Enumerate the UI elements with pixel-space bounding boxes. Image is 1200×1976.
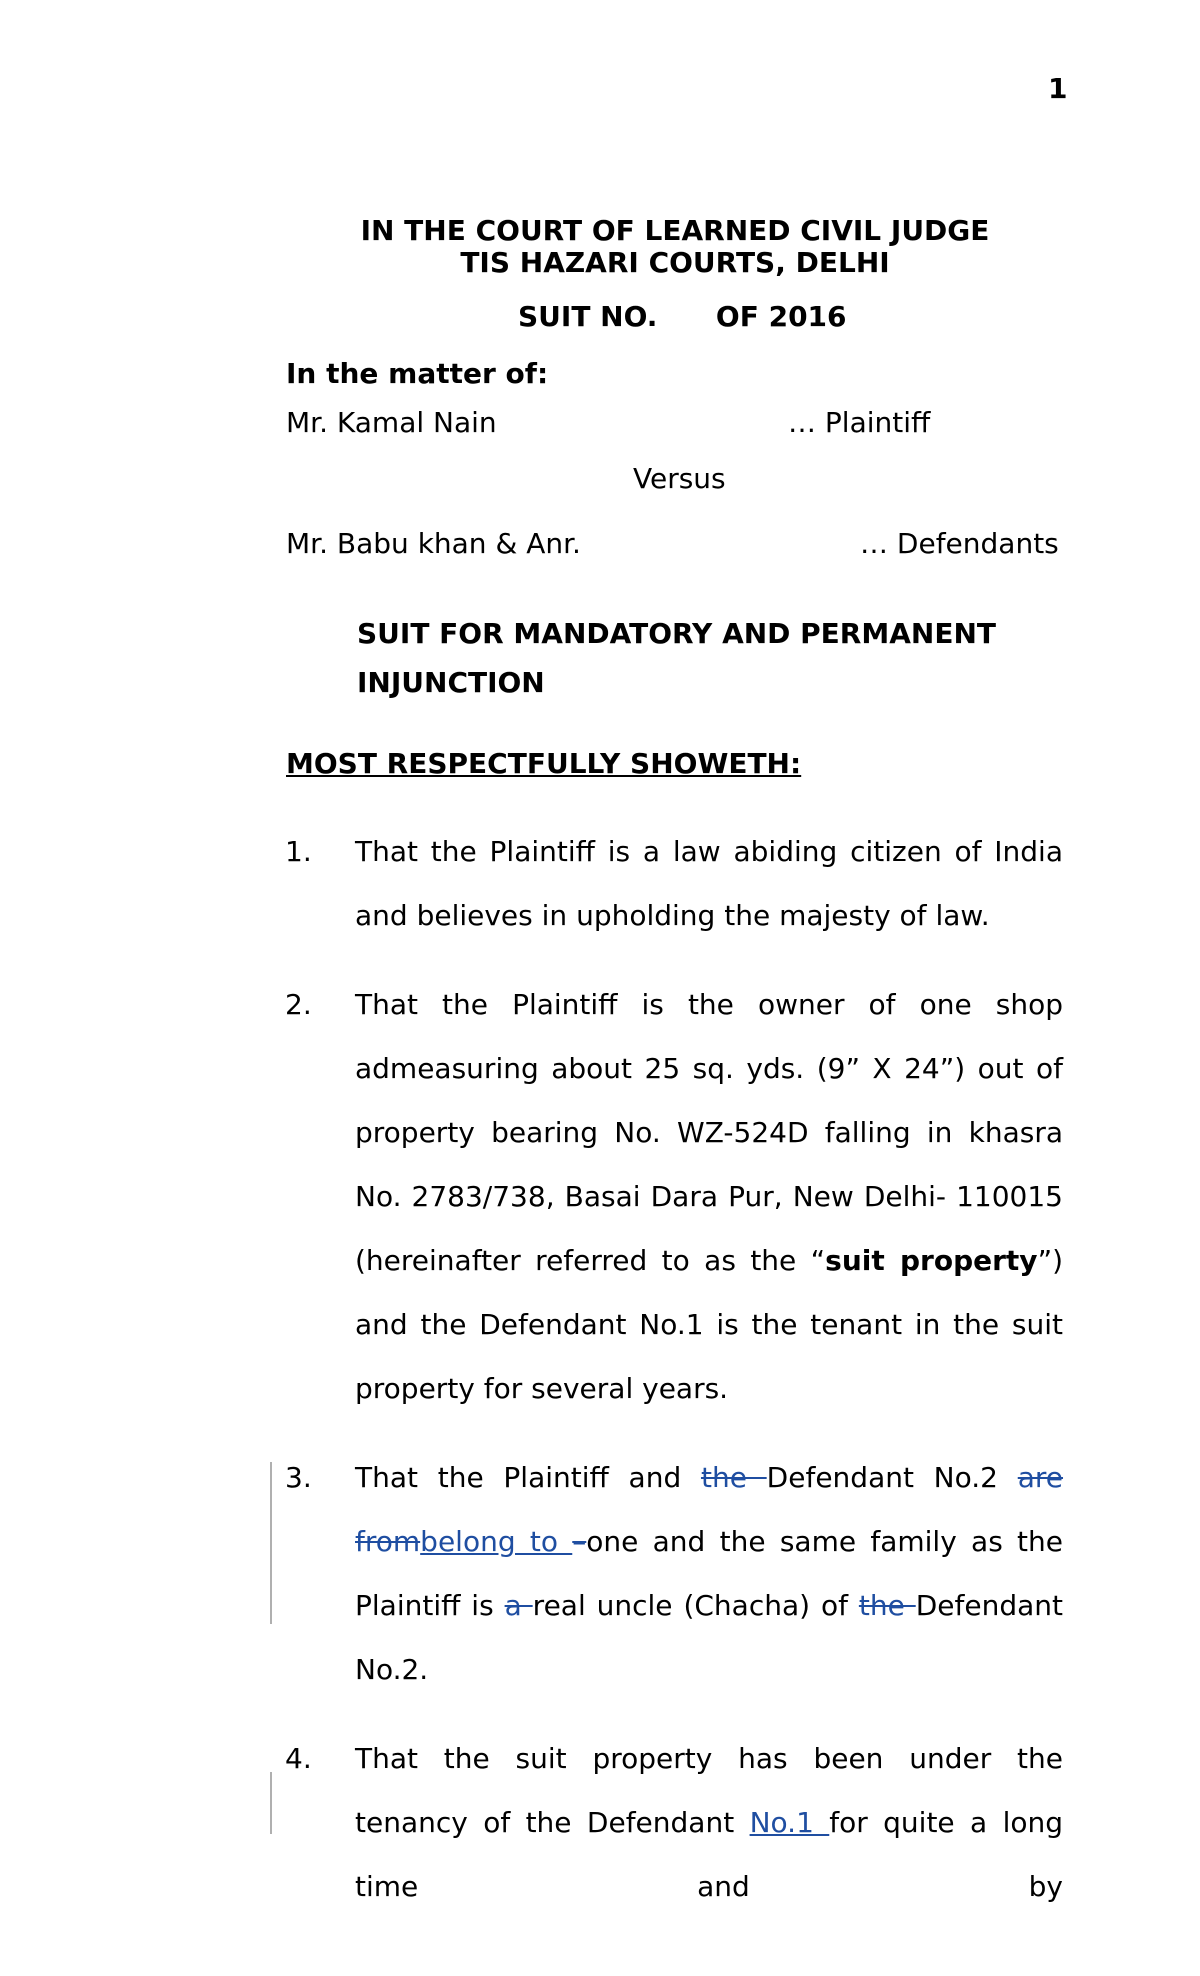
versus-label: Versus <box>633 462 726 495</box>
suit-title-line-1: SUIT FOR MANDATORY AND PERMANENT <box>357 617 996 650</box>
para-3-run: one and the same family as the Plaintiff is <box>355 1525 1064 1622</box>
showeth-heading: MOST RESPECTFULLY SHOWETH: <box>286 747 802 780</box>
court-location: TIS HAZARI COURTS, DELHI <box>460 246 890 279</box>
deleted-text: – <box>572 1525 587 1558</box>
inserted-text: No.1 <box>749 1806 830 1839</box>
change-bar <box>270 1772 272 1834</box>
defendant-role: … Defendants <box>860 527 1059 560</box>
suit-number: SUIT NO. OF 2016 <box>518 300 847 333</box>
para-3-run: Defendant No.2 <box>766 1461 1018 1494</box>
suit-property-term: suit property <box>825 1244 1038 1277</box>
para-3-text <box>355 1446 1063 1702</box>
inserted-text: belong to <box>420 1525 573 1558</box>
page-number: 1 <box>1048 72 1068 105</box>
para-4-run: That the suit property has been under the tenancy of the Defendant <box>355 1742 1063 1839</box>
para-2-text-b: ”) and the Defendant No.1 is the tenant in the suit property for several years. <box>355 1244 1063 1405</box>
deleted-text: are from <box>355 1461 1064 1558</box>
para-3-run: Defendant No.2. <box>355 1589 1063 1686</box>
matter-label: In the matter of: <box>286 357 549 390</box>
para-4-number: 4. <box>285 1742 312 1775</box>
para-2-text <box>355 973 1063 1421</box>
para-2-text-a: That the Plaintiff is the owner of one shop admeasuring about 25 sq. yds. (9” X 24”) out of property bearing No. WZ-524D falling in khasra No. 2783/738, Basai Dara Pur, New Delhi- 110015 (hereinafter referred to as the “ <box>355 988 1063 1277</box>
para-2-number: 2. <box>285 988 312 1021</box>
change-bar <box>270 1462 272 1624</box>
para-3-number: 3. <box>285 1461 312 1494</box>
plaintiff-role: … Plaintiff <box>788 406 931 439</box>
para-3-run: That the Plaintiff and <box>355 1461 701 1494</box>
para-4-run: for quite a long time and by <box>355 1806 1064 1903</box>
defendant-name: Mr. Babu khan & Anr. <box>286 527 581 560</box>
para-3-run: real uncle (Chacha) of <box>532 1589 859 1622</box>
deleted-text: the <box>700 1461 767 1494</box>
para-1-number: 1. <box>285 835 312 868</box>
para-1-text: That the Plaintiff is a law abiding citizen of India and believes in upholding the majesty of law. <box>355 835 1063 932</box>
plaintiff-name: Mr. Kamal Nain <box>286 406 497 439</box>
suit-title-line-2: INJUNCTION <box>357 666 545 699</box>
deleted-text: a <box>504 1589 533 1622</box>
court-name: IN THE COURT OF LEARNED CIVIL JUDGE <box>360 214 990 247</box>
para-4-text <box>355 1727 1063 1919</box>
deleted-text: the <box>858 1589 916 1622</box>
